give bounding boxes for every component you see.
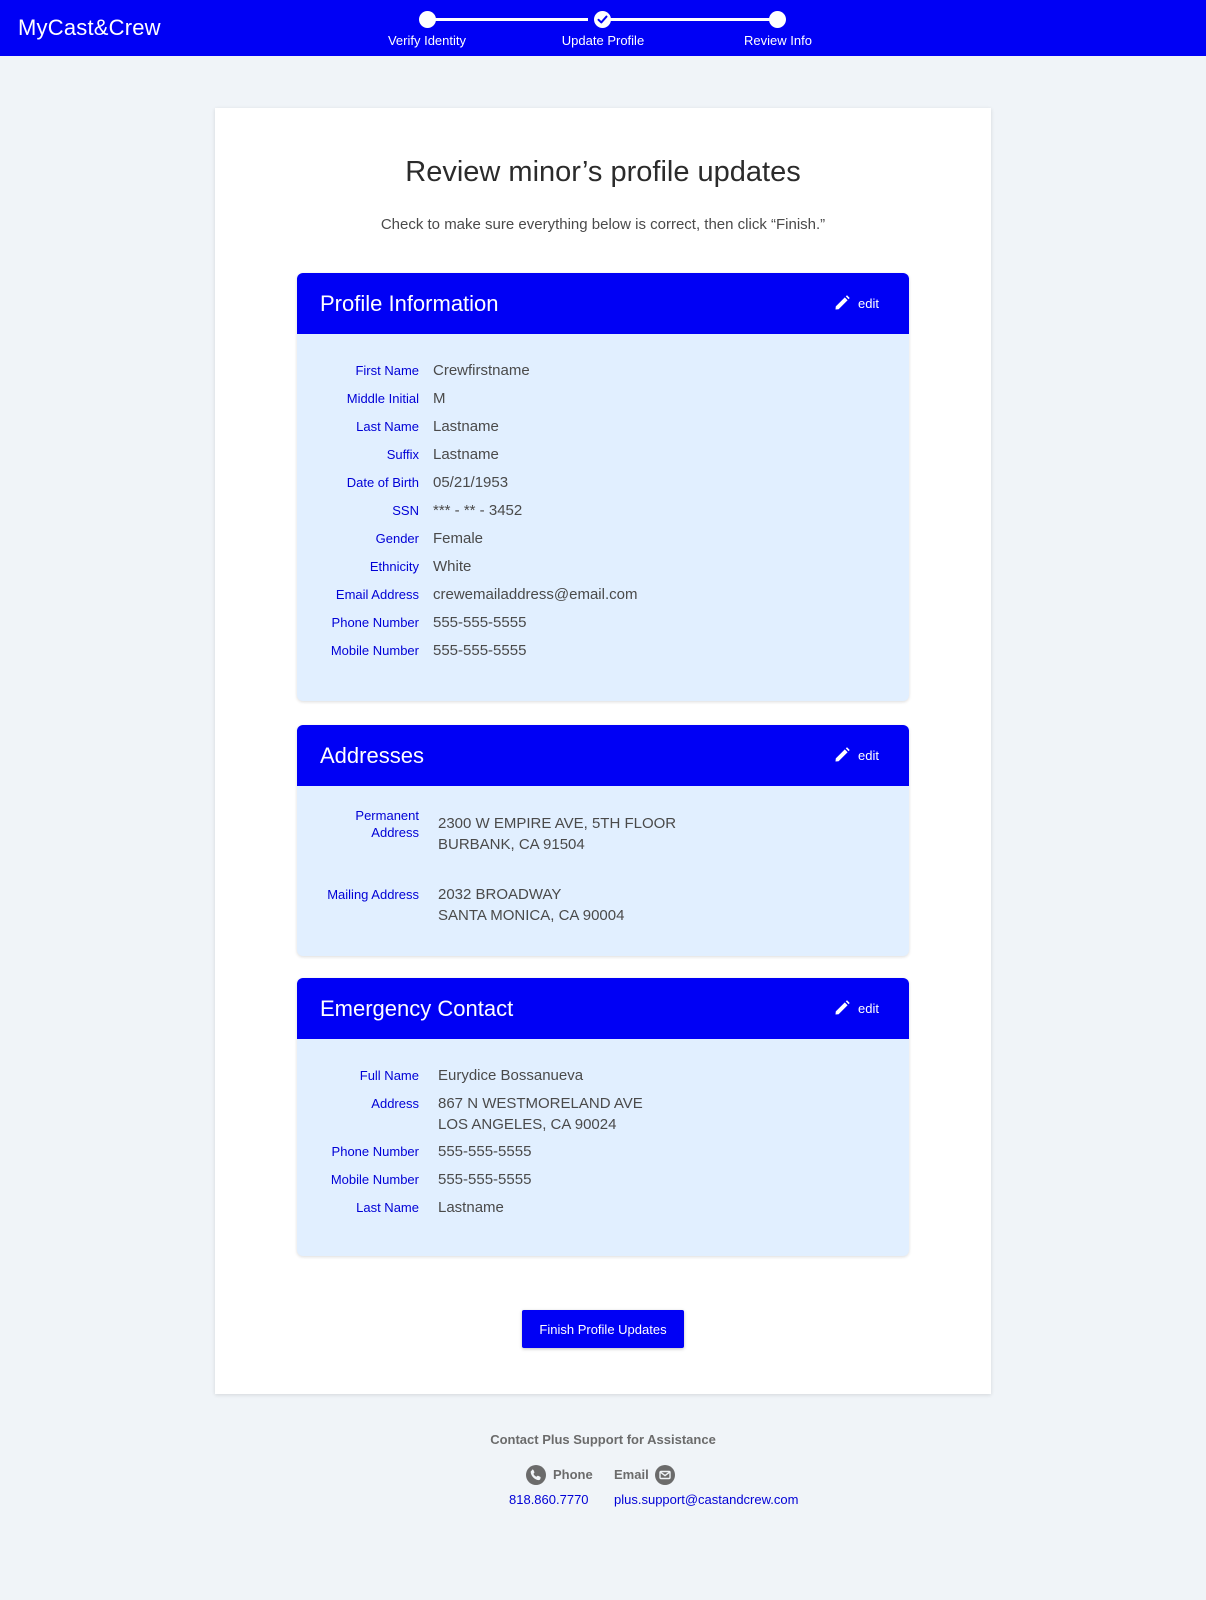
field-value: Female	[433, 530, 484, 547]
support-title: Contact Plus Support for Assistance	[490, 1432, 716, 1447]
field-label: Mobile Number	[330, 643, 419, 658]
step-label: Review Info	[744, 33, 812, 48]
emergency-contact-section	[297, 978, 909, 1256]
check-icon	[597, 14, 608, 25]
field-label: Date of Birth	[346, 475, 419, 490]
step-dot-verify-identity	[419, 11, 436, 28]
edit-addresses-button[interactable]	[834, 747, 879, 763]
address-line: 2032 BROADWAY	[438, 886, 562, 903]
support-email-link[interactable]: plus.support@castandcrew.com	[614, 1492, 799, 1507]
app-logo[interactable]: MyCast&Crew	[18, 15, 161, 40]
address-line: LOS ANGELES, CA 90024	[438, 1116, 617, 1133]
finish-profile-updates-button[interactable]: Finish Profile Updates	[522, 1310, 684, 1348]
email-label: Email	[614, 1467, 649, 1482]
field-label: First Name	[355, 363, 419, 378]
section-title: Profile Information	[320, 291, 499, 316]
edit-label: edit	[858, 295, 879, 311]
review-card	[215, 108, 991, 1394]
step-connector	[430, 18, 588, 21]
field-value	[438, 813, 676, 855]
field-value	[438, 884, 624, 926]
field-label: Last Name	[356, 419, 419, 434]
pencil-icon	[834, 1000, 850, 1016]
field-label-line: Permanent	[355, 808, 419, 823]
field-value: M	[433, 390, 446, 407]
step-label: Verify Identity	[387, 33, 467, 48]
top-bar	[0, 0, 1206, 56]
field-label: Last Name	[356, 1200, 419, 1215]
support-phone-link[interactable]: 818.860.7770	[509, 1492, 589, 1507]
field-label: Phone Number	[331, 615, 419, 630]
step-connector	[605, 18, 770, 21]
field-label: Mailing Address	[327, 887, 419, 902]
field-label: Full Name	[359, 1068, 419, 1083]
progress-stepper	[0, 0, 1206, 56]
address-line: SANTA MONICA, CA 90004	[438, 907, 625, 924]
pencil-icon	[834, 295, 850, 311]
phone-label: Phone	[553, 1467, 593, 1482]
address-line: 867 N WESTMORELAND AVE	[438, 1095, 643, 1112]
field-value: *** - ** - 3452	[433, 502, 523, 519]
edit-label: edit	[858, 1000, 879, 1016]
field-label: Ethnicity	[369, 559, 419, 574]
step-label: Update Profile	[561, 33, 645, 48]
field-value: Lastname	[438, 1199, 504, 1216]
field-label: SSN	[392, 503, 419, 518]
step-dot-update-profile	[594, 11, 611, 28]
addresses-section	[297, 725, 909, 956]
field-label: Gender	[375, 531, 419, 546]
field-value: 555-555-5555	[438, 1171, 532, 1188]
envelope-icon	[655, 1465, 675, 1485]
section-header	[297, 273, 909, 334]
field-label	[297, 807, 419, 841]
edit-label: edit	[858, 747, 879, 763]
address-line: BURBANK, CA 91504	[438, 836, 585, 853]
field-value: 555-555-5555	[433, 614, 527, 631]
field-label: Phone Number	[331, 1144, 419, 1159]
field-label: Suffix	[386, 447, 419, 462]
section-header	[297, 978, 909, 1039]
field-value: Crewfirstname	[433, 362, 530, 379]
field-value: 555-555-5555	[433, 642, 527, 659]
field-value: 555-555-5555	[438, 1143, 532, 1160]
field-label: Address	[371, 1096, 419, 1111]
phone-icon	[526, 1465, 546, 1485]
field-label: Middle Initial	[346, 391, 419, 406]
address-line: 2300 W EMPIRE AVE, 5TH FLOOR	[438, 815, 677, 832]
field-label: Mobile Number	[330, 1172, 419, 1187]
field-value: Lastname	[433, 418, 499, 435]
section-header	[297, 725, 909, 786]
field-value: Eurydice Bossanueva	[438, 1067, 584, 1084]
field-value: 05/21/1953	[433, 474, 509, 491]
step-dot-review-info	[769, 11, 786, 28]
field-value: crewemailaddress@email.com	[433, 586, 638, 603]
field-label-line: Address	[371, 825, 419, 840]
edit-emergency-contact-button[interactable]	[834, 1000, 879, 1016]
field-value: White	[433, 558, 472, 575]
field-value: Lastname	[433, 446, 499, 463]
field-value	[438, 1093, 643, 1135]
edit-profile-button[interactable]	[834, 295, 879, 311]
section-title: Emergency Contact	[320, 996, 514, 1021]
page-title: Review minor’s profile updates	[405, 156, 801, 188]
page-subtitle: Check to make sure everything below is correct, then click “Finish.”	[380, 216, 826, 233]
section-title: Addresses	[320, 743, 424, 768]
profile-information-section	[297, 273, 909, 701]
field-label: Email Address	[335, 587, 419, 602]
pencil-icon	[834, 747, 850, 763]
